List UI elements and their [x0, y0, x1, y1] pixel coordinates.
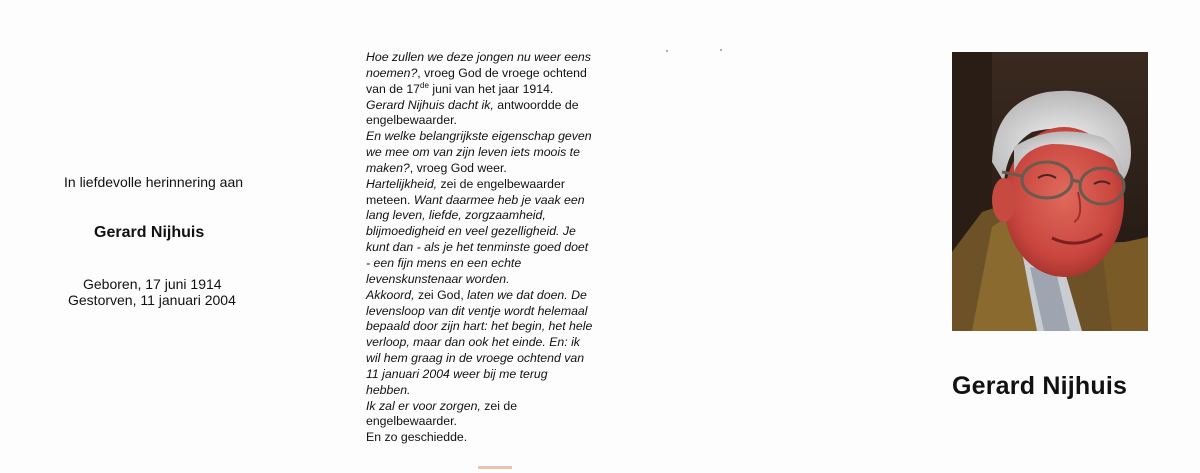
left-panel: [0, 0, 300, 473]
poem-italic: laten we dat doen. De levensloop van dit ventje wordt helemaal bepaald door zijn hart: het begin, het hele verloop, maar dan ook het einde. En: ik wil hem graag in de vroege ochtend van 11 januari 2004 weer bij me terug hebben.: [366, 287, 593, 397]
poem-roman: zei de engelbewaarder meteen.: [366, 176, 565, 207]
life-dates: [0, 276, 300, 308]
poem-italic: Akkoord,: [366, 287, 415, 302]
poem-paragraph: [333, 399, 593, 431]
card-name-heading: Gerard Nijhuis: [952, 372, 1128, 400]
poem-roman: juni van het jaar 1914.: [428, 81, 554, 96]
poem-roman: En zo geschiedde.: [366, 430, 468, 445]
poem-roman: antwoordde de engelbewaarder.: [366, 97, 579, 128]
poem-paragraph: [333, 98, 593, 130]
poem-paragraph: [333, 129, 593, 177]
poem-paragraph: [333, 430, 593, 446]
deceased-name: Gerard Nijhuis: [94, 224, 205, 241]
poem-superscript: de: [420, 80, 429, 90]
poem-paragraph: [333, 288, 593, 399]
print-speck: [666, 50, 668, 52]
poem-paragraph: [333, 177, 593, 288]
print-speck: [720, 49, 722, 51]
memorial-intro: In liefdevolle herinnering aan: [64, 174, 244, 190]
print-mark: [478, 466, 512, 469]
poem-italic: Hoe zullen we deze jongen nu weer eens noemen?: [366, 50, 591, 80]
portrait-illustration: [952, 52, 1148, 331]
portrait-photo: [952, 52, 1148, 331]
poem-roman: zei God,: [414, 287, 468, 302]
poem-italic: Gerard Nijhuis dacht ik,: [366, 97, 494, 112]
poem-paragraph: [333, 50, 593, 98]
death-date: Gestorven, 11 januari 2004: [68, 292, 236, 308]
poem-roman: , vroeg God weer.: [409, 160, 507, 175]
poem-italic: En welke belangrijkste eigenschap geven we mee om van zijn leven iets moois te maken?: [366, 129, 592, 175]
poem-roman: , vroeg God de vroege ochtend van de 17: [366, 65, 587, 96]
birth-date: Geboren, 17 juni 1914: [83, 276, 222, 292]
poem-roman: zei de engelbewaarder.: [366, 398, 518, 429]
poem-text: [333, 50, 593, 446]
poem-italic: Ik zal er voor zorgen,: [366, 398, 481, 413]
poem-italic: Want daarmee heb je vaak een lang leven, liefde, zorgzaamheid, blijmoedigheid en veel gezelligheid. Je kunt dan - als je het tenminste goed doet - een fijn mens en een echte levenskunstenaar worden.: [366, 192, 589, 286]
poem-italic: Hartelijkheid,: [366, 176, 438, 191]
